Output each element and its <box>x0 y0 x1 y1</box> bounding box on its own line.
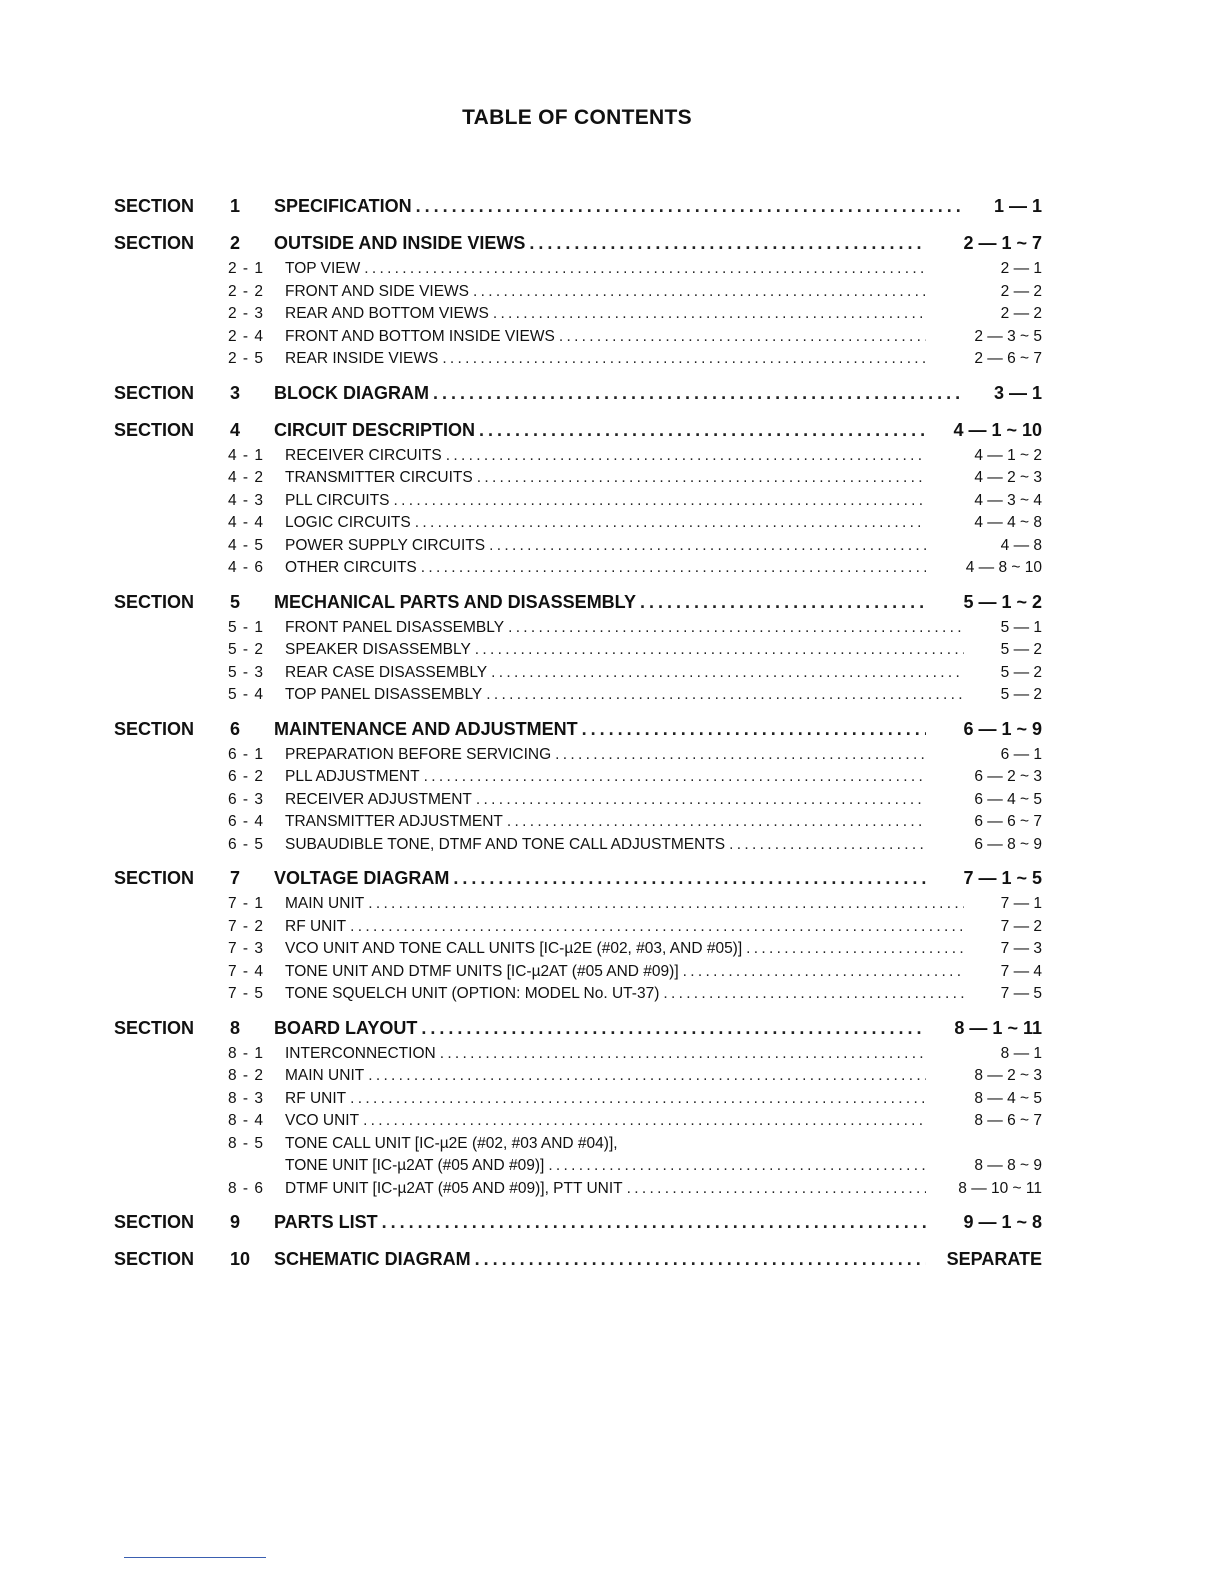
section-label: SECTION <box>114 382 195 403</box>
subsection-page: 2 — 2 <box>1000 282 1042 300</box>
dot-leader <box>433 383 964 404</box>
toc-section <box>114 420 1042 582</box>
dot-leader <box>475 641 964 659</box>
subsection-number: 2 - 4 <box>228 327 265 345</box>
toc-section <box>114 592 1042 709</box>
subsection-number: 4 - 5 <box>228 536 265 554</box>
subsection-number: 7 - 5 <box>228 985 265 1002</box>
footer-rule <box>124 1557 266 1558</box>
toc-section <box>114 196 1042 223</box>
section-label: SECTION <box>114 233 195 253</box>
toc-subsection-row[interactable] <box>114 963 1042 986</box>
section-title: BLOCK DIAGRAM <box>274 382 429 403</box>
section-number: 1 <box>230 196 241 216</box>
table-of-contents <box>114 196 1042 1286</box>
subsection-number: 8 - 4 <box>228 1112 265 1129</box>
section-page: 4 — 1 ~ 10 <box>953 419 1042 440</box>
subsection-page: 7 — 5 <box>1000 985 1042 1002</box>
section-title: MECHANICAL PARTS AND DISASSEMBLY <box>274 591 637 612</box>
toc-subsection-row[interactable] <box>114 559 1042 582</box>
section-label: SECTION <box>114 868 195 888</box>
section-number: 3 <box>230 382 241 403</box>
dot-leader <box>507 813 926 831</box>
section-title: SCHEMATIC DIAGRAM <box>274 1249 471 1269</box>
subsection-number: 2 - 2 <box>228 282 265 300</box>
subsection-number: 8 - 1 <box>228 1044 265 1062</box>
subsection-number: 6 - 3 <box>228 790 265 808</box>
subsection-title: RECEIVER ADJUSTMENT <box>285 790 472 808</box>
toc-section-row[interactable] <box>114 1249 1042 1276</box>
subsection-page: 8 — 1 <box>1000 1044 1042 1062</box>
toc-subsection-row[interactable] <box>114 746 1042 769</box>
subsection-number: 7 - 1 <box>228 895 265 912</box>
subsection-title: FRONT PANEL DISASSEMBLY <box>285 618 505 636</box>
section-label: SECTION <box>114 718 195 739</box>
section-page: 5 — 1 ~ 2 <box>963 591 1042 612</box>
subsection-title: LOGIC CIRCUITS <box>285 514 411 531</box>
toc-subsection-row[interactable] <box>114 305 1042 328</box>
toc-subsection-row[interactable] <box>114 537 1042 560</box>
dot-leader <box>453 868 926 889</box>
dot-leader <box>475 1249 926 1270</box>
toc-subsection-row[interactable] <box>114 283 1042 306</box>
dot-leader <box>382 1212 926 1233</box>
dot-leader <box>350 1090 926 1108</box>
toc-section-row[interactable] <box>114 383 1042 410</box>
section-label: SECTION <box>114 1017 195 1038</box>
toc-section-row[interactable] <box>114 196 1042 223</box>
toc-section-row[interactable] <box>114 233 1042 260</box>
subsection-title: REAR CASE DISASSEMBLY <box>285 663 488 681</box>
subsection-title: RF UNIT <box>285 917 347 935</box>
toc-subsection-row[interactable] <box>114 328 1042 351</box>
page-title: TABLE OF CONTENTS <box>462 106 692 129</box>
subsection-page: 7 — 4 <box>1000 962 1042 980</box>
section-title: BOARD LAYOUT <box>274 1017 418 1038</box>
dot-leader <box>476 791 926 809</box>
subsection-number: 7 - 2 <box>228 917 265 935</box>
subsection-page: 4 — 8 <box>1000 536 1042 554</box>
toc-section <box>114 383 1042 410</box>
subsection-number: 5 - 4 <box>228 686 265 703</box>
subsection-page: 8 — 6 ~ 7 <box>974 1112 1042 1129</box>
subsection-title: SPEAKER DISASSEMBLY <box>285 641 471 658</box>
dot-leader <box>729 836 926 854</box>
subsection-page: 4 — 8 ~ 10 <box>965 559 1042 576</box>
toc-section-row[interactable] <box>114 868 1042 895</box>
subsection-page: 6 — 6 ~ 7 <box>974 813 1042 830</box>
section-title: CIRCUIT DESCRIPTION <box>274 419 476 440</box>
subsection-page: 6 — 1 <box>1000 745 1042 763</box>
subsection-title: RF UNIT <box>285 1089 347 1107</box>
subsection-number: 8 - 2 <box>228 1067 265 1084</box>
subsection-page: 7 — 2 <box>1000 917 1042 935</box>
dot-leader <box>477 469 926 487</box>
subsection-number: 6 - 5 <box>228 835 265 853</box>
subsection-number: 5 - 3 <box>228 663 265 681</box>
section-label: SECTION <box>114 1249 195 1269</box>
dot-leader <box>486 686 964 704</box>
subsection-title: MAIN UNIT <box>285 1067 365 1084</box>
toc-subsection-row[interactable] <box>114 514 1042 537</box>
section-title: OUTSIDE AND INSIDE VIEWS <box>274 233 526 253</box>
subsection-title: TOP PANEL DISASSEMBLY <box>285 686 483 703</box>
subsection-title: RECEIVER CIRCUITS <box>285 446 442 464</box>
section-title: SPECIFICATION <box>274 196 412 216</box>
toc-section-row[interactable] <box>114 592 1042 619</box>
dot-leader <box>424 768 926 786</box>
toc-section <box>114 233 1042 373</box>
subsection-title: FRONT AND BOTTOM INSIDE VIEWS <box>285 327 555 345</box>
dot-leader <box>446 447 926 465</box>
dot-leader <box>368 895 964 913</box>
section-number: 5 <box>230 591 241 612</box>
subsection-page: 2 — 3 ~ 5 <box>974 327 1042 345</box>
section-number: 6 <box>230 718 241 739</box>
dot-leader <box>548 1157 926 1175</box>
subsection-number: 4 - 4 <box>228 514 265 531</box>
section-label: SECTION <box>114 591 195 612</box>
toc-subsection-row-continued[interactable] <box>114 1157 1042 1180</box>
dot-leader <box>529 233 926 254</box>
toc-subsection-row[interactable] <box>114 1045 1042 1068</box>
subsection-page: 7 — 3 <box>1000 940 1042 957</box>
subsection-number: 8 - 3 <box>228 1089 265 1107</box>
section-page: 9 — 1 ~ 8 <box>963 1212 1042 1232</box>
dot-leader <box>582 719 926 740</box>
subsection-number: 6 - 1 <box>228 745 265 763</box>
toc-subsection-row[interactable] <box>114 641 1042 664</box>
section-page: 6 — 1 ~ 9 <box>963 718 1042 739</box>
dot-leader <box>559 328 926 346</box>
subsection-title: PLL ADJUSTMENT <box>285 768 420 785</box>
toc-subsection-row[interactable] <box>114 1112 1042 1135</box>
toc-subsection-row[interactable] <box>114 1067 1042 1090</box>
subsection-page: 8 — 10 ~ 11 <box>958 1179 1042 1197</box>
subsection-title-continued: TONE UNIT [IC-µ2AT (#05 AND #09)] <box>285 1157 545 1174</box>
toc-subsection-row[interactable] <box>114 686 1042 709</box>
dot-leader <box>364 260 926 278</box>
dot-leader <box>421 1018 926 1039</box>
toc-subsection-row[interactable] <box>114 836 1042 859</box>
subsection-page: 4 — 3 ~ 4 <box>974 491 1042 509</box>
subsection-title: TONE UNIT AND DTMF UNITS [IC-µ2AT (#05 AND #09)] <box>285 962 679 980</box>
section-page: SEPARATE <box>946 1249 1042 1269</box>
toc-subsection-row[interactable] <box>114 350 1042 373</box>
subsection-page: 6 — 4 ~ 5 <box>974 790 1042 808</box>
toc-subsection-row[interactable] <box>114 813 1042 836</box>
section-number: 2 <box>230 233 241 253</box>
subsection-title: TRANSMITTER CIRCUITS <box>285 469 473 486</box>
subsection-page: 2 — 1 <box>1000 260 1042 277</box>
dot-leader <box>363 1112 926 1130</box>
subsection-number: 4 - 3 <box>228 491 265 509</box>
subsection-title: PLL CIRCUITS <box>285 491 390 509</box>
subsection-title: TONE SQUELCH UNIT (OPTION: MODEL No. UT-37) <box>285 985 660 1002</box>
dot-leader <box>493 305 926 323</box>
toc-subsection-row[interactable] <box>114 768 1042 791</box>
dot-leader <box>473 283 926 301</box>
subsection-page: 5 — 2 <box>1000 663 1042 681</box>
subsection-number: 4 - 6 <box>228 559 265 576</box>
subsection-title: SUBAUDIBLE TONE, DTMF AND TONE CALL ADJUSTMENTS <box>285 835 726 853</box>
subsection-title: REAR INSIDE VIEWS <box>285 350 439 367</box>
subsection-title: INTERCONNECTION <box>285 1044 436 1062</box>
dot-leader <box>368 1067 926 1085</box>
subsection-title: TOP VIEW <box>285 260 361 277</box>
dot-leader <box>415 514 926 532</box>
subsection-page: 2 — 6 ~ 7 <box>974 350 1042 367</box>
subsection-page: 5 — 1 <box>1000 618 1042 636</box>
subsection-title: VCO UNIT <box>285 1112 360 1129</box>
subsection-page: 4 — 2 ~ 3 <box>974 469 1042 486</box>
section-page: 7 — 1 ~ 5 <box>963 868 1042 888</box>
dot-leader <box>421 559 926 577</box>
section-number: 10 <box>230 1249 251 1269</box>
subsection-page: 8 — 8 ~ 9 <box>974 1157 1042 1174</box>
subsection-number: 7 - 4 <box>228 962 265 980</box>
toc-section-row[interactable] <box>114 719 1042 746</box>
subsection-number: 2 - 3 <box>228 305 265 322</box>
section-label: SECTION <box>114 196 195 216</box>
subsection-number: 6 - 2 <box>228 768 265 785</box>
dot-leader <box>416 196 964 217</box>
subsection-page: 5 — 2 <box>1000 641 1042 658</box>
toc-section-row[interactable] <box>114 1018 1042 1045</box>
subsection-number: 2 - 5 <box>228 350 265 367</box>
subsection-title: VCO UNIT AND TONE CALL UNITS [IC-µ2E (#02, #03, AND #05)] <box>285 940 743 957</box>
subsection-number: 8 - 6 <box>228 1179 265 1197</box>
dot-leader <box>440 1045 926 1063</box>
section-number: 9 <box>230 1212 241 1232</box>
toc-section <box>114 1249 1042 1276</box>
subsection-page: 4 — 1 ~ 2 <box>974 446 1042 464</box>
subsection-number: 5 - 1 <box>228 618 265 636</box>
section-title: PARTS LIST <box>274 1212 378 1232</box>
dot-leader <box>627 1180 926 1198</box>
subsection-page: 2 — 2 <box>1000 305 1042 322</box>
subsection-number: 4 - 2 <box>228 469 265 486</box>
section-label: SECTION <box>114 419 195 440</box>
toc-section <box>114 1212 1042 1239</box>
dot-leader <box>442 350 926 368</box>
toc-subsection-row[interactable] <box>114 1180 1042 1203</box>
subsection-number: 6 - 4 <box>228 813 265 830</box>
dot-leader <box>350 918 964 936</box>
toc-subsection-row[interactable] <box>114 1135 1042 1158</box>
subsection-page: 5 — 2 <box>1000 686 1042 703</box>
subsection-page: 8 — 2 ~ 3 <box>974 1067 1042 1084</box>
toc-section <box>114 868 1042 1008</box>
subsection-title: OTHER CIRCUITS <box>285 559 417 576</box>
toc-subsection-row[interactable] <box>114 260 1042 283</box>
dot-leader <box>746 940 964 958</box>
subsection-title: TRANSMITTER ADJUSTMENT <box>285 813 503 830</box>
subsection-title: FRONT AND SIDE VIEWS <box>285 282 470 300</box>
dot-leader <box>479 420 926 441</box>
dot-leader <box>663 985 964 1003</box>
toc-subsection-row[interactable] <box>114 985 1042 1008</box>
toc-section <box>114 1018 1042 1203</box>
subsection-page: 6 — 2 ~ 3 <box>974 768 1042 785</box>
dot-leader <box>508 619 964 637</box>
section-number: 8 <box>230 1017 241 1038</box>
subsection-page: 7 — 1 <box>1000 895 1042 912</box>
dot-leader <box>394 492 926 510</box>
toc-subsection-row[interactable] <box>114 664 1042 687</box>
subsection-title: PREPARATION BEFORE SERVICING <box>285 745 552 763</box>
subsection-number: 5 - 2 <box>228 641 265 658</box>
toc-subsection-row[interactable] <box>114 492 1042 515</box>
section-page: 8 — 1 ~ 11 <box>954 1017 1042 1038</box>
toc-subsection-row[interactable] <box>114 619 1042 642</box>
section-page: 1 — 1 <box>993 196 1042 216</box>
subsection-title: DTMF UNIT [IC-µ2AT (#05 AND #09)], PTT UNIT <box>285 1179 623 1197</box>
section-number: 4 <box>230 419 241 440</box>
toc-subsection-row[interactable] <box>114 895 1042 918</box>
subsection-page: 4 — 4 ~ 8 <box>974 514 1042 531</box>
subsection-title: POWER SUPPLY CIRCUITS <box>285 536 486 554</box>
toc-section-row[interactable] <box>114 420 1042 447</box>
toc-subsection-row[interactable] <box>114 940 1042 963</box>
dot-leader <box>555 746 926 764</box>
section-page: 3 — 1 <box>993 382 1042 403</box>
subsection-number: 4 - 1 <box>228 446 265 464</box>
dot-leader <box>640 592 926 613</box>
toc-section-row[interactable] <box>114 1212 1042 1239</box>
subsection-title: REAR AND BOTTOM VIEWS <box>285 305 489 322</box>
section-label: SECTION <box>114 1212 195 1232</box>
toc-subsection-row[interactable] <box>114 1090 1042 1113</box>
subsection-title: MAIN UNIT <box>285 895 365 912</box>
subsection-page: 6 — 8 ~ 9 <box>974 835 1042 853</box>
subsection-title: TONE CALL UNIT [IC-µ2E (#02, #03 AND #04)], <box>285 1134 618 1152</box>
toc-subsection-row[interactable] <box>114 791 1042 814</box>
toc-section <box>114 719 1042 859</box>
subsection-number: 8 - 5 <box>228 1134 265 1152</box>
section-title: MAINTENANCE AND ADJUSTMENT <box>274 718 578 739</box>
subsection-number: 2 - 1 <box>228 260 265 277</box>
toc-subsection-row[interactable] <box>114 918 1042 941</box>
dot-leader <box>491 664 964 682</box>
dot-leader <box>683 963 964 981</box>
toc-subsection-row[interactable] <box>114 447 1042 470</box>
section-title: VOLTAGE DIAGRAM <box>274 868 450 888</box>
subsection-number: 7 - 3 <box>228 940 265 957</box>
dot-leader <box>489 537 926 555</box>
subsection-page: 8 — 4 ~ 5 <box>974 1089 1042 1107</box>
toc-subsection-row[interactable] <box>114 469 1042 492</box>
section-number: 7 <box>230 868 241 888</box>
section-page: 2 — 1 ~ 7 <box>963 233 1042 253</box>
